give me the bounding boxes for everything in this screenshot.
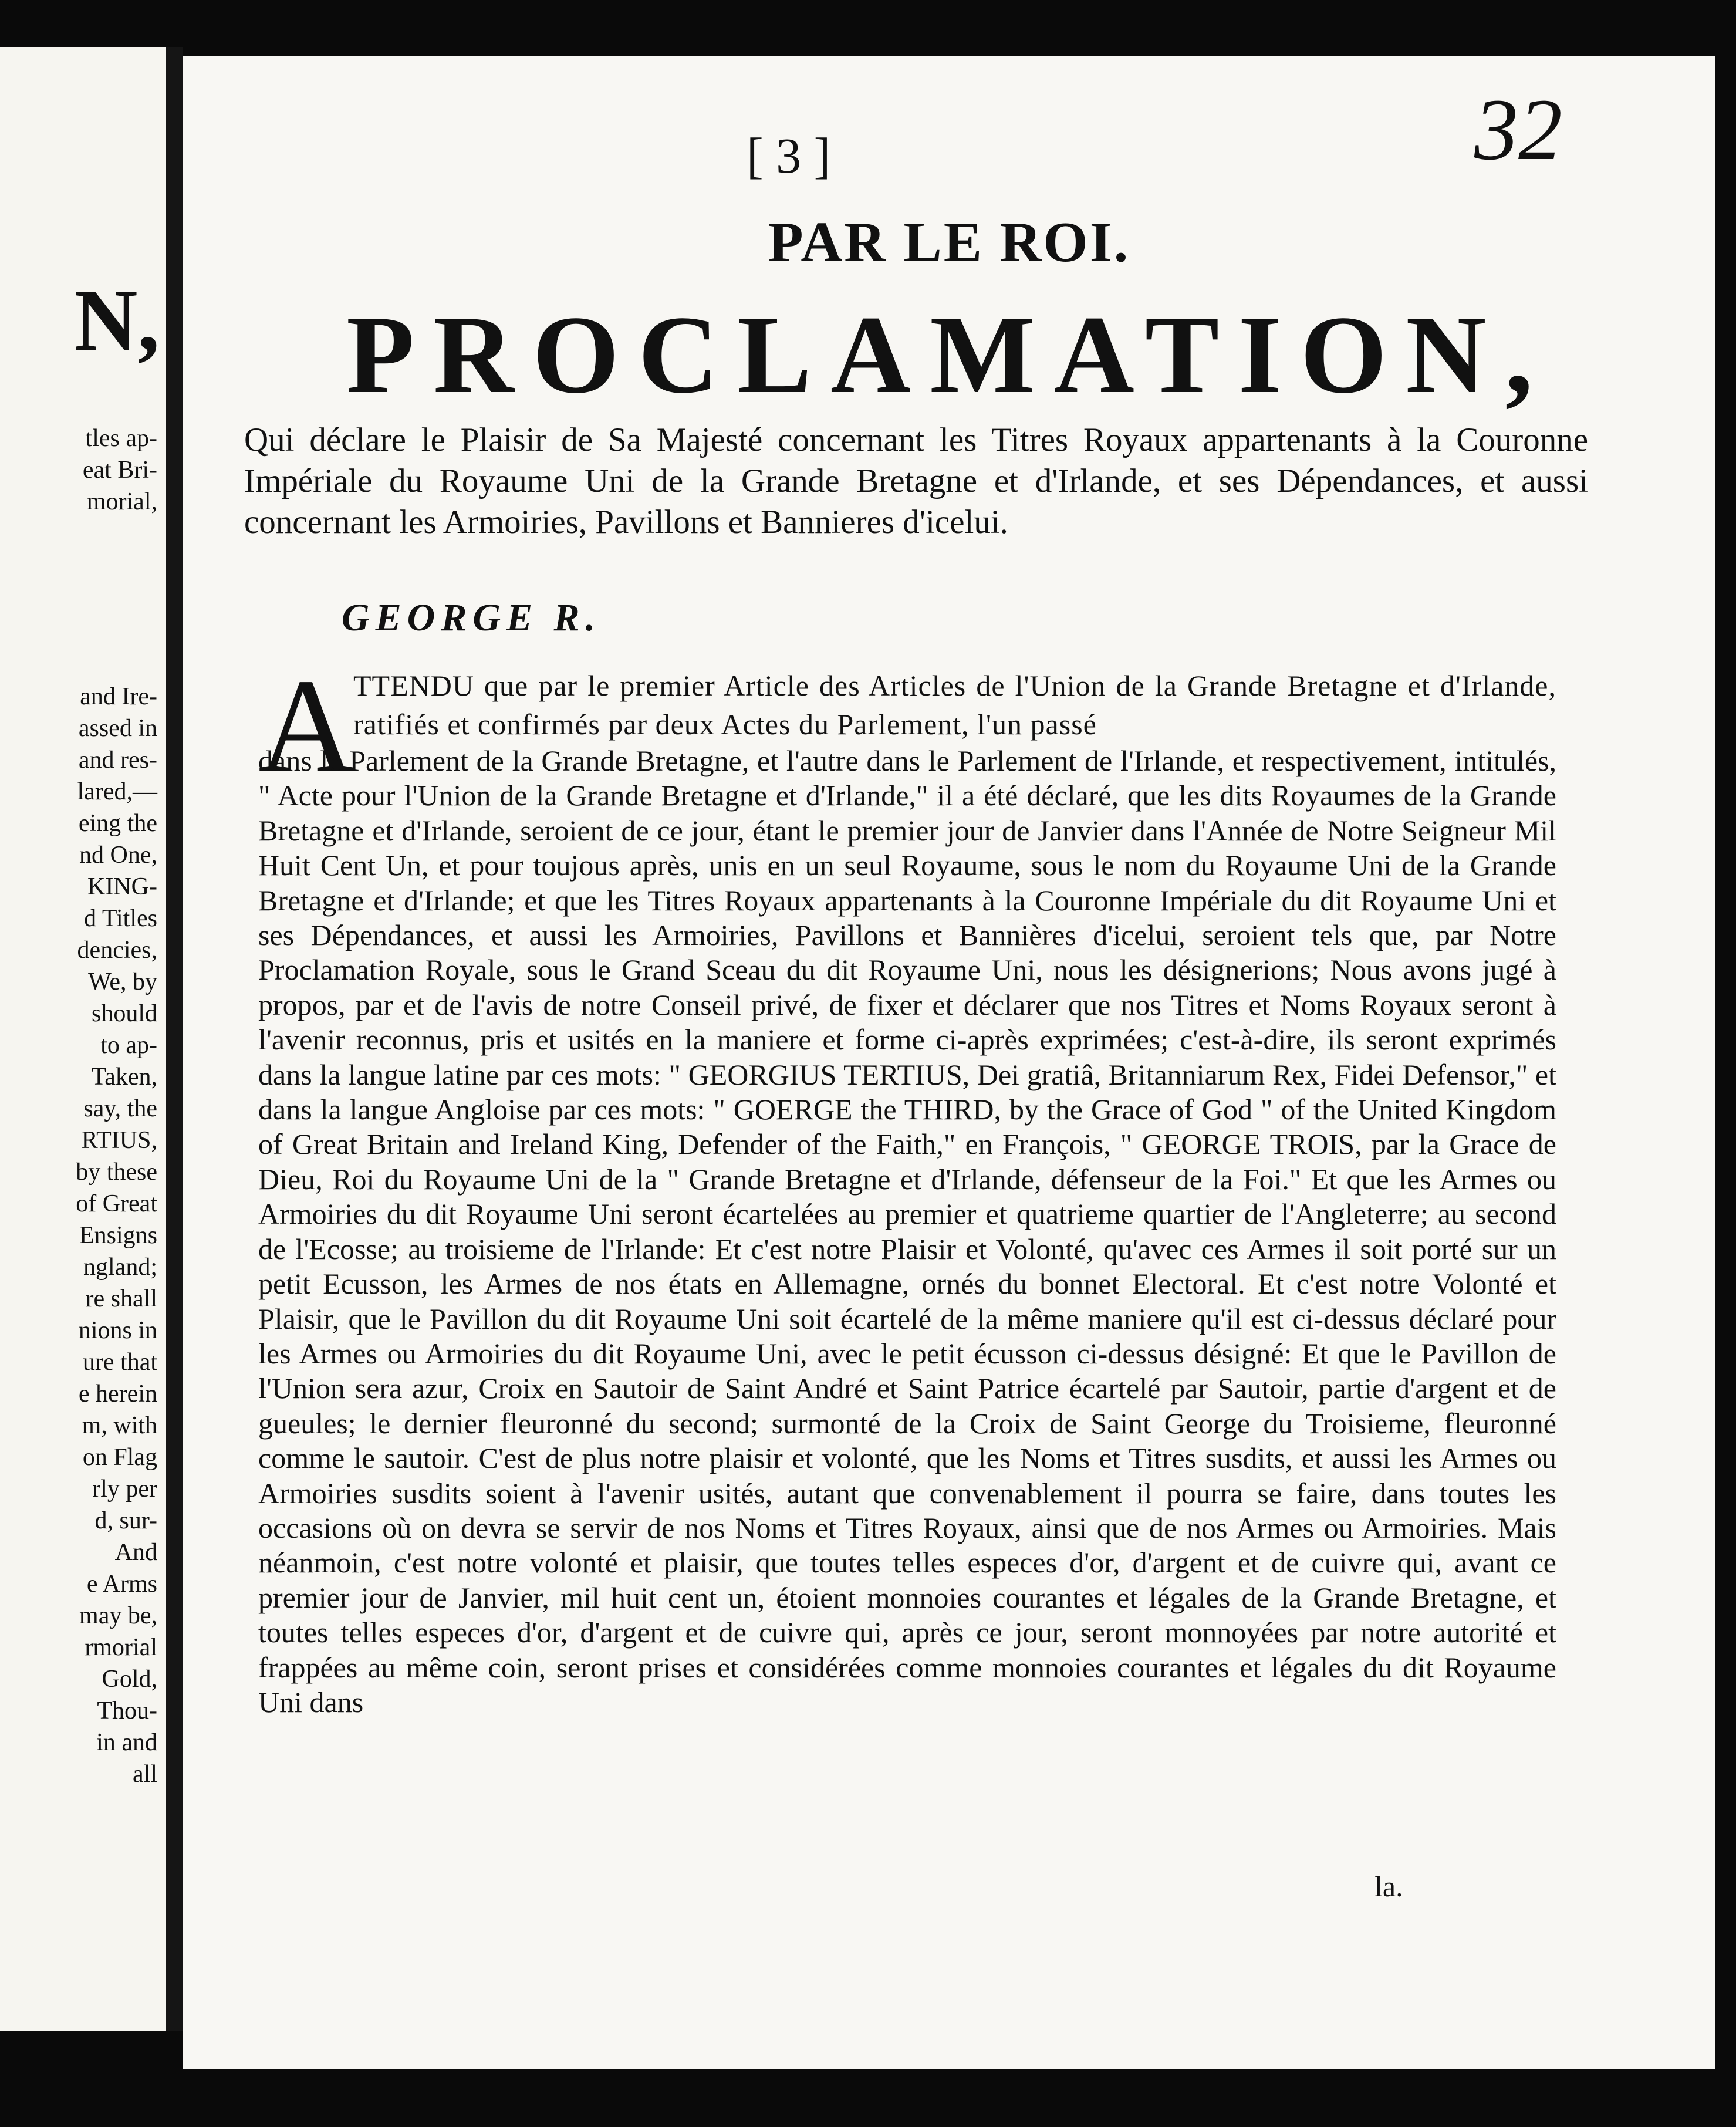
facing-page-body-line: Thou- <box>97 1697 157 1724</box>
facing-page-body-line: and Ire- <box>80 683 157 710</box>
document-page <box>183 56 1715 2069</box>
facing-page-body-lines <box>76 681 157 1790</box>
body-opening-lines: TTENDU que par le premier Article des Articles de l'Union de la Grande Bretagne et d'Irlande, ratifiés et confirmés par deux Actes du Parlement, l'un passé <box>353 669 1556 741</box>
facing-page-body-line: re shall <box>85 1285 157 1312</box>
facing-page-body-line: And <box>114 1539 157 1566</box>
facing-page-body-line: d, sur- <box>94 1507 157 1534</box>
facing-page-body-line: ngland; <box>83 1254 157 1281</box>
facing-page-body-line: We, by <box>88 968 157 995</box>
catchword: la. <box>1374 1870 1403 1903</box>
facing-page-body-line: of Great <box>76 1190 157 1217</box>
facing-page-body-line: ure that <box>82 1349 157 1376</box>
facing-page-body-line: rmorial <box>85 1634 157 1661</box>
facing-page-body-line: Taken, <box>91 1064 157 1090</box>
facing-page-body-line: nd One, <box>79 842 157 869</box>
drop-cap: A <box>258 651 356 801</box>
facing-page-body-line: d Titles <box>84 905 157 932</box>
facing-page-body-line: eing the <box>78 810 157 837</box>
proclamation-subtitle: Qui déclare le Plaisir de Sa Majesté concernant les Titres Royaux appartenants à la Couronne Impériale du Royaume Uni de la Grande Bretagne et d'Irlande, et ses Dépendances, et aussi concernant les Armoiries, Pavillons et Bannieres d'icelui. <box>244 421 1588 541</box>
handwritten-folio-number: 32 <box>1474 81 1562 178</box>
facing-page-body-line: and res- <box>78 747 157 774</box>
heading-proclamation: PROCLAMATION, <box>346 293 1552 417</box>
heading-par-le-roi: PAR LE ROI. <box>768 211 1130 274</box>
facing-page-body-line: to ap- <box>100 1032 157 1059</box>
facing-page-body-line: on Flag <box>82 1444 157 1471</box>
page-number: [ 3 ] <box>747 127 831 184</box>
facing-page-body-line: say, the <box>83 1095 157 1122</box>
facing-page-top-line: tles ap- <box>85 425 157 452</box>
facing-page-body-line: should <box>91 1000 157 1027</box>
facing-page-top-line: eat Bri- <box>82 457 157 484</box>
facing-page-body-line: dencies, <box>77 937 157 964</box>
facing-page-body-line: in and <box>96 1729 157 1756</box>
facing-page-fragment <box>0 47 166 2031</box>
facing-page-body-line: e herein <box>78 1380 157 1407</box>
facing-page-body-line: RTIUS, <box>81 1127 157 1154</box>
body-text: dans le Parlement de la Grande Bretagne, et l'autre dans le Parlement de l'Irlande, et respectivement, intitulés, " Acte pour l'Union de la Grande Bretagne et d'Irlande," il a été déclaré, que les dits Royaumes de la Grande Bretagne et d'Irlande, seroient de ce jour, étant le premier jour de Janvier dans l'Année de Notre Seigneur Mil Huit Cent Un, et pour toujous après, unis en un seul Royaume, sous le nom du Royaume Uni de la Grande Bretagne et d'Irlande; et que les Titres Royaux appartenants à la Couronne Impériale du dit Royaume Uni et ses Dépendances, et aussi les Armoiries, Pavillons et Bannières d'icelui, seroient tels que, par Notre Proclamation Royale, sous le Grand Sceau du dit Royaume Uni, nous les désignerions; Nous avons jugé à propos, par et de l'avis de notre Conseil privé, de fixer et déclarer que nos Titres et Noms Royaux seront à l'avenir reconnus, pris et usités en la maniere et forme ci-après exprimées; c'est-à-dire, ils seront exprimés dans la langue latine par ces mots: " GEORGIUS TERTIUS, Dei gratiâ, Britanniarum Rex, Fidei Defensor," et dans la langue Angloise par ces mots: " GOERGE the THIRD, by the Grace of God " of the United Kingdom of Great Britain and Ireland King, Defender of the Faith," en François, " GEORGE TROIS, par la Grace de Dieu, Roi du Royaume Uni de la " Grande Bretagne et d'Irlande, défenseur de la Foi." Et que les Armes ou Armoiries du dit Royaume Uni seront écartelées au premier et quatrieme quartier de l'Angleterre; au second de l'Ecosse; au troisieme de l'Irlande: Et c'est notre Plaisir et Volonté, qu'avec ces Armes il soit porté sur un petit Ecusson, les Armes de nos états en Allemagne, ornés du bonnet Electoral. Et c'est notre Volonté et Plaisir, que le Pavillon du dit Royaume Uni soit écartelé de la même maniere qu'il est ci-dessus déclaré pour les Armes ou Armoiries du dit Royaume Uni, avec le petit écusson ci-dessus désigné: Et que le Pavillon de l'Union sera azur, Croix en Sautoir de Saint André et Saint Patrice écartelé par Sautoir, partie d'argent et de gueules; le dernier fleuronné du second; surmonté de la Croix de Saint George du Troisieme, fleuronné comme le sautoir. C'est de plus notre plaisir et volonté, que les Noms et Titres susdits, et aussi les Armes ou Armoiries susdits soient à l'avenir usités, autant que convenablement il pourra se faire, dans toutes les occasions où on devra se servir de nos Noms et Titres Royaux, ainsi que de nos Armes ou Armoiries. Mais néanmoin, c'est notre volonté et plaisir, que toutes telles especes d'or, d'argent et de cuivre qui, avant ce premier jour de Janvier, mil huit cent un, étoient monnoies courantes et légales de la Grande Bretagne, et toutes telles especes d'or, d'argent et de cuivre qui, après ce jour, seront monnoyées par notre autorité et frappées au même coin, seront prises et considérées comme monnoies courantes et légales du dit Royaume Uni dans <box>258 744 1556 1719</box>
facing-page-body-line: may be, <box>79 1602 157 1629</box>
facing-page-large-letter: N, <box>74 272 160 369</box>
facing-page-body-line: lared,— <box>77 778 157 805</box>
facing-page-body-line: by these <box>76 1159 157 1186</box>
facing-page-body-line: KING- <box>87 873 157 900</box>
facing-page-body-line: Gold, <box>102 1666 157 1693</box>
facing-page-body-line: rly per <box>92 1476 157 1503</box>
facing-page-body-line: all <box>133 1761 157 1788</box>
royal-signature: GEORGE R. <box>342 596 602 639</box>
facing-page-body-line: e Arms <box>86 1571 157 1598</box>
facing-page-top-line: morial, <box>86 488 157 515</box>
facing-page-body-line: nions in <box>78 1317 157 1344</box>
facing-page-body-line: assed in <box>78 715 157 742</box>
binding-gutter <box>166 47 183 2031</box>
facing-page-body-line: m, with <box>82 1412 157 1439</box>
facing-page-top-lines <box>83 423 157 518</box>
facing-page-body-line: Ensigns <box>79 1222 157 1249</box>
